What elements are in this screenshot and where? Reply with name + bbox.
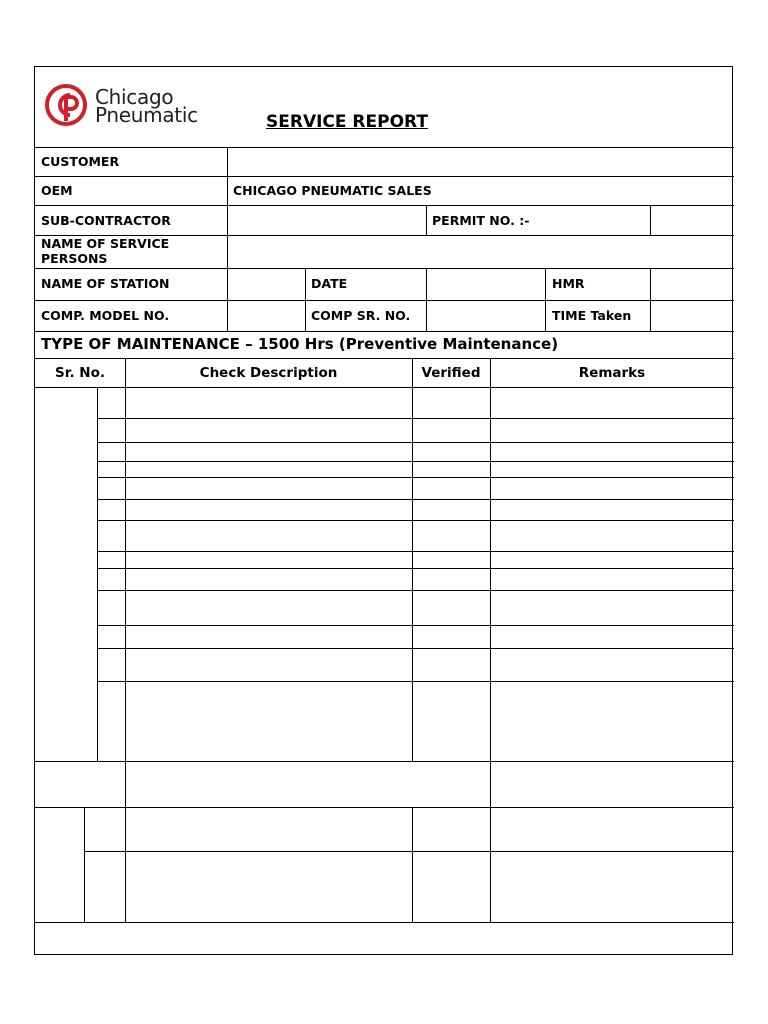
oem-label: OEM [41,183,73,198]
customer-label: CUSTOMER [41,154,120,169]
maintenance-type-heading: TYPE OF MAINTENANCE – 1500 Hrs (Preventive Maintenance) [41,335,559,353]
service-report-form [34,66,733,955]
station-label: NAME OF STATION [41,276,170,291]
oem-field[interactable]: CHICAGO PNEUMATIC SALES [233,183,432,198]
hmr-label: HMR [552,276,585,291]
station-field[interactable] [233,276,299,294]
brand-name-line1: Chicago [95,85,174,109]
comp-model-label: COMP. MODEL NO. [41,308,170,323]
remarks-column-body[interactable] [491,388,733,760]
chicago-pneumatic-logo [44,83,204,129]
service-persons-label: NAME OF SERVICE PERSONS [41,236,170,266]
header-verified: Verified [421,365,481,381]
comp-model-field[interactable] [233,308,299,326]
comp-sr-field[interactable] [432,308,538,326]
report-title: SERVICE REPORT [266,112,428,132]
date-field[interactable] [432,276,538,294]
verified-column-body[interactable] [413,388,489,760]
permit-no-field[interactable] [656,213,728,231]
permit-no-label: PERMIT NO. :- [432,213,530,228]
subcontractor-field[interactable] [233,213,419,231]
time-taken-field[interactable] [656,308,728,326]
comp-sr-label: COMP SR. NO. [311,308,411,323]
subcontractor-label: SUB-CONTRACTOR [41,213,171,228]
time-taken-label: TIME Taken [552,308,632,323]
cp-logo-icon [44,83,90,129]
checklist-body[interactable] [126,388,411,760]
customer-field[interactable] [233,154,728,172]
date-label: DATE [311,276,348,291]
service-persons-field[interactable] [233,243,728,261]
header-check-description: Check Description [199,365,338,381]
footer-notes-area[interactable] [36,923,733,954]
brand-name-line2: Pneumatic [95,103,198,127]
header-sr-no: Sr. No. [55,365,105,381]
hmr-field[interactable] [656,276,728,294]
header-remarks: Remarks [578,365,646,381]
